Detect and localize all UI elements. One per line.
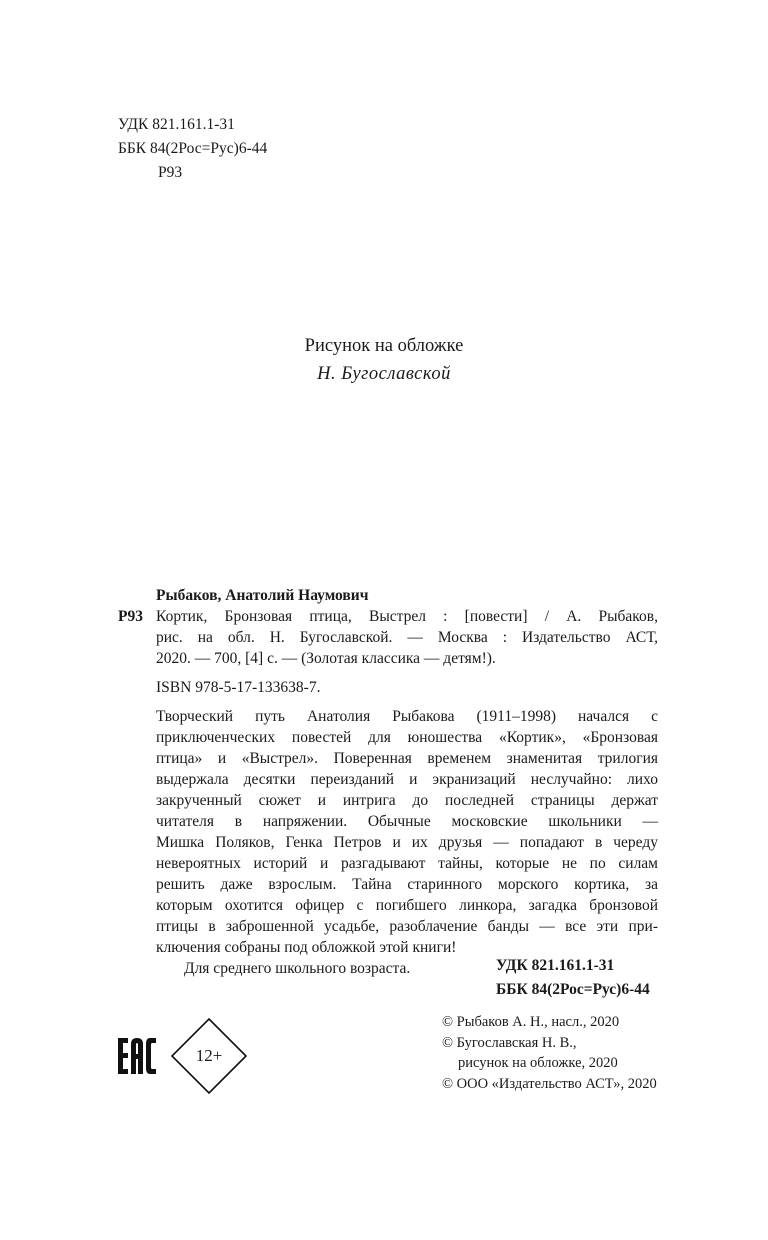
annotation-line: птица» и «Выстрел». Поверенная временем знаменитая трилогия	[156, 750, 658, 767]
author-heading: Рыбаков, Анатолий Наумович	[156, 587, 369, 604]
annotation-line: Творческий путь Анатолия Рыбакова (1911–1998) начался с	[156, 708, 658, 725]
footer-udk: УДК 821.161.1-31	[496, 957, 615, 974]
cover-credit	[0, 332, 768, 388]
header-author-mark: Р93	[158, 164, 183, 181]
footer-classification-codes	[496, 954, 650, 1002]
record-author-mark: Р93	[118, 608, 143, 625]
copyright-block	[442, 1012, 657, 1094]
description-line: 2020. — 700, [4] с. — (Золотая классика — детям!).	[156, 650, 496, 667]
annotation-line: выдержала десятки переизданий и экранизаций неслучайно: лихо	[156, 771, 658, 788]
bibliographic-record	[118, 585, 658, 979]
header-bbk: ББК 84(2Рос=Рус)6-44	[118, 140, 268, 157]
annotation-line: закрученный сюжет и интрига до последней страницы держат	[156, 792, 658, 809]
eac-mark-icon	[117, 1036, 157, 1076]
age-rating-label: 12+	[195, 1046, 223, 1065]
annotation-line: приключенческих повестей для юношества «Кортик», «Бронзовая	[156, 729, 658, 746]
header-udk: УДК 821.161.1-31	[118, 116, 235, 133]
copyright-line: © Рыбаков А. Н., насл., 2020	[442, 1014, 620, 1030]
annotation-line: решить даже взрослым. Тайна старинного морского кортика, за	[156, 876, 658, 893]
annotation-line: птицы в заброшенной усадьбе, разоблачение банды — все эти при-	[156, 918, 658, 935]
audience-note: Для среднего школьного возраста.	[184, 960, 411, 977]
footer-bbk: ББК 84(2Рос=Рус)6-44	[496, 981, 650, 998]
annotation	[118, 706, 658, 979]
description-block	[118, 606, 658, 669]
cover-credit-artist: Н. Бугославской	[317, 364, 451, 384]
annotation-line: которым охотится офицер с погибшего линкора, загадка бронзовой	[156, 897, 658, 914]
annotation-line: читателя в напряжении. Обычные московские школьники —	[156, 813, 658, 830]
copyright-line: © ООО «Издательство АСТ», 2020	[442, 1075, 657, 1092]
cover-credit-label: Рисунок на обложке	[304, 336, 464, 356]
annotation-line: Мишка Поляков, Генка Петров и их друзья — попадают в череду	[156, 834, 658, 851]
copyright-line: © Бугославская Н. В.,	[442, 1034, 577, 1051]
description-line: рис. на обл. Н. Бугославской. — Москва : Издательство АСТ,	[156, 629, 658, 646]
isbn: ISBN 978-5-17-133638-7.	[156, 679, 321, 696]
copyright-line: рисунок на обложке, 2020	[458, 1055, 618, 1071]
annotation-line: ключения собраны под обложкой этой книги!	[156, 939, 457, 956]
header-classification-codes	[118, 113, 267, 185]
description-line: Кортик, Бронзовая птица, Выстрел : [повести] / А. Рыбаков,	[156, 608, 658, 625]
annotation-line: невероятных историй и разгадывают тайны, которые не по силам	[156, 855, 658, 872]
